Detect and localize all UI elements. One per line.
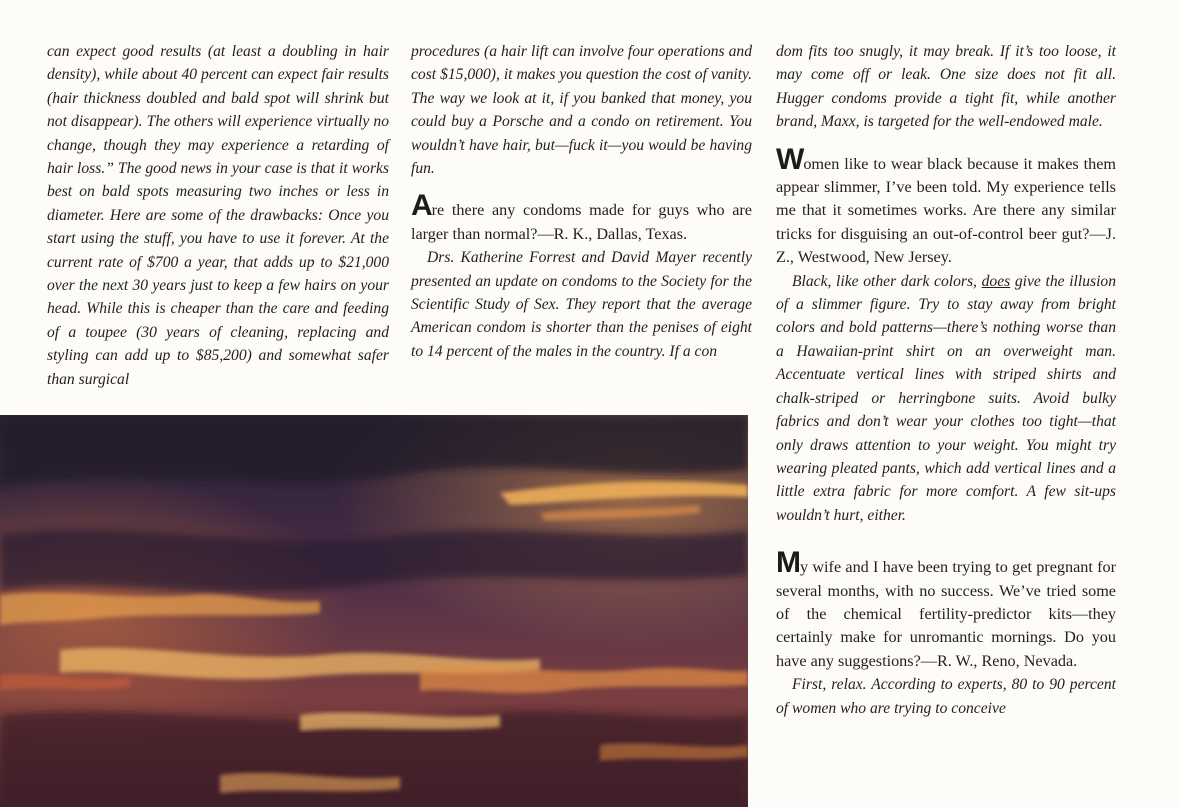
question-fertility xyxy=(776,546,1116,673)
question-black-clothing xyxy=(776,142,1116,270)
question-text: y wife and I have been trying to get pregnant for several months, with no success. We’ve tried some of the chemical fertility-predictor kits—they certainly make for unromantic mornings. Do you have any suggestions?—R. W., Reno, Nevada. xyxy=(776,558,1116,670)
column-1 xyxy=(47,40,389,391)
drop-cap: M xyxy=(776,546,800,580)
answer-text: give the illusion of a slimmer figure. Try to stay away from bright colors and bold patterns—there’s nothing worse than a Hawaiian-print shirt on an overweight man. Accentuate vertical lines with striped shirts and chalk-striped or herringbone suits. Avoid bulky fabrics and don’t wear your clothes too tight—that only draws attention to your weight. You might try wearing pleated pants, which add vertical lines and a little extra fabric for more comfort. A few sit-ups wouldn’t hurt, either. xyxy=(776,272,1117,524)
column-2 xyxy=(411,40,752,363)
question-text: omen like to wear black because it makes them appear slimmer, I’ve been told. My experience tells me that it sometimes works. Are there any similar tricks for disguising an out-of-control beer gut?—J. Z., Westwood, New Jersey. xyxy=(776,154,1116,267)
answer-condoms-cont: dom fits too snugly, it may break. If it’s too loose, it may come off or leak. One size does not fit all. Hugger condoms provide a tight fit, while another brand, Maxx, is targeted for the well-endowed male. xyxy=(776,43,1116,131)
article-text: can expect good results (at least a doubling in hair density), while about 40 percent can expect fair results (hair thickness doubled and bald spot will shrink but not disappear). The others will experience virtually no change, though they may experience a retarding of hair loss.” The good news in your case is that it works best on bald spots measuring two inches or less in diameter. Here are some of the drawbacks: Once you start using the stuff, you have to use it forever. At the current rate of $700 a year, that adds up to $21,000 over the next 30 years just to keep a few hairs on your head. While this is cheaper than the care and feeding of a toupee (30 years of cleaning, replacing and styling can add up to $85,200) and somewhat safer than surgical xyxy=(47,43,389,388)
drop-cap: W xyxy=(776,142,804,176)
drop-cap: A xyxy=(411,189,432,223)
answer-text: Black, like other dark colors, xyxy=(792,272,982,290)
answer-fertility: First, relax. According to experts, 80 to 90 percent of women who are trying to conceive xyxy=(776,676,1116,717)
column-3 xyxy=(776,40,1116,720)
article-text: procedures (a hair lift can involve four operations and cost $15,000), it makes you question the cost of vanity. The way we look at it, if you banked that money, you could buy a Porsche and a condo on retirement. You wouldn’t have hair, but—fuck it—you would be having fun. xyxy=(411,43,752,178)
answer-condoms: Drs. Katherine Forrest and David Mayer recently presented an update on condoms to the Society for the Scientific Study of Sex. They report that the average American condom is shorter than the penises of eight to 14 percent of the males in the country. If a con xyxy=(411,249,752,360)
sunset-clouds-photo xyxy=(0,415,748,807)
question-condoms xyxy=(411,189,752,246)
answer-black-clothing xyxy=(776,270,1116,527)
emphasis-word: does xyxy=(981,272,1011,290)
question-text: re there any condoms made for guys who are larger than normal?—R. K., Dallas, Texas. xyxy=(411,201,752,243)
